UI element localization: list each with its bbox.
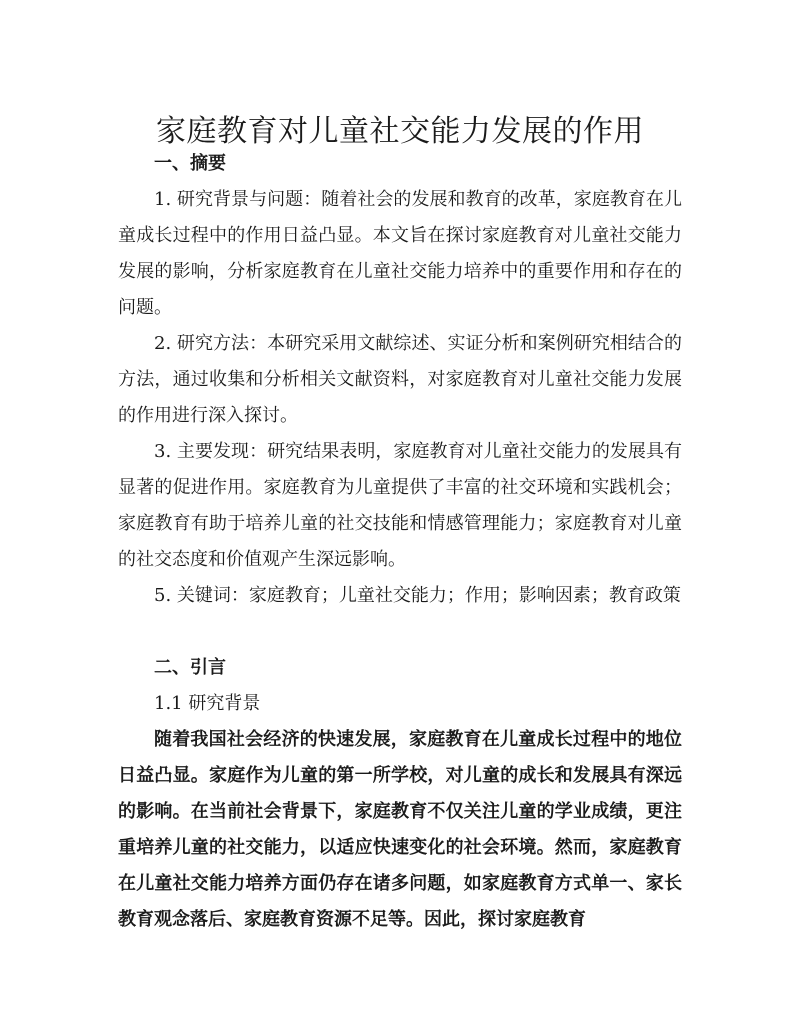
abstract-paragraph-3: 3. 主要发现：研究结果表明，家庭教育对儿童社交能力的发展具有显著的促进作用。家庭教育为儿童提供了丰富的社交环境和实践机会；家庭教育有助于培养儿童的社交技能和情感管理能力；家庭教育对儿童的社交态度和价值观产生深远影响。: [118, 441, 682, 570]
subsection-heading-background: 1.1 研究背景: [154, 693, 261, 714]
body-paragraph-background: 随着我国社会经济的快速发展，家庭教育在儿童成长过程中的地位日益凸显。家庭作为儿童的第一所学校，对儿童的成长和发展具有深远的影响。在当前社会背景下，家庭教育不仅关注儿童的学业成绩，更注重培养儿童的社交能力，以适应快速变化的社会环境。然而，家庭教育在儿童社交能力培养方面仍存在诸多问题，如家庭教育方式单一、家长教育观念落后、家庭教育资源不足等。因此，探讨家庭教育: [118, 729, 682, 930]
abstract-paragraph-keywords: 5. 关键词：家庭教育；儿童社交能力；作用；影响因素；教育政策: [154, 585, 681, 606]
document-title: 家庭教育对儿童社交能力发展的作用: [156, 114, 644, 150]
section-heading-introduction: 二、引言: [154, 657, 226, 678]
abstract-paragraph-2: 2. 研究方法：本研究采用文献综述、实证分析和案例研究相结合的方法，通过收集和分析相关文献资料，对家庭教育对儿童社交能力发展的作用进行深入探讨。: [118, 333, 682, 426]
section-heading-abstract: 一、摘要: [154, 153, 226, 174]
abstract-paragraph-1: 1. 研究背景与问题：随着社会的发展和教育的改革，家庭教育在儿童成长过程中的作用日益凸显。本文旨在探讨家庭教育对儿童社交能力发展的影响，分析家庭教育在儿童社交能力培养中的重要作用和存在的问题。: [118, 189, 682, 318]
